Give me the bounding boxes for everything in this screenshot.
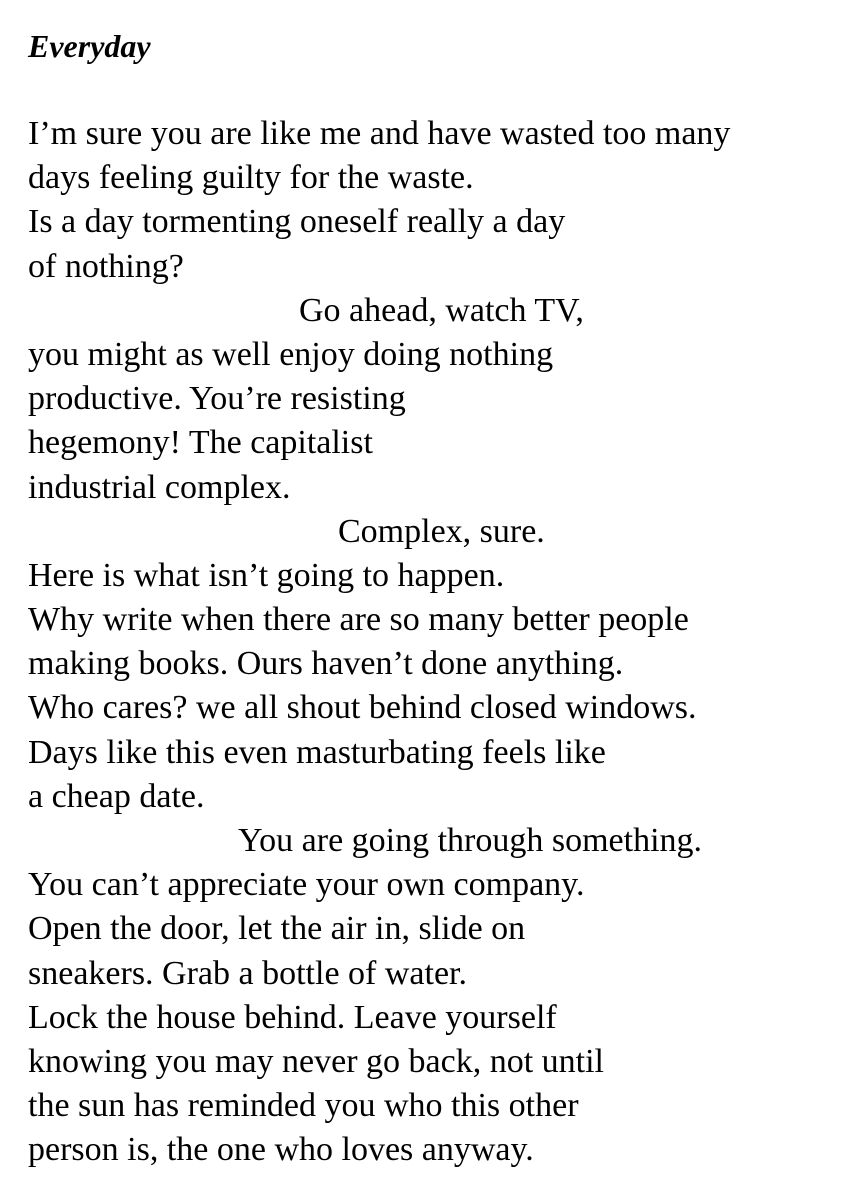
poem-line: industrial complex. (28, 468, 291, 506)
poem-line: you might as well enjoy doing nothing (28, 335, 554, 373)
poem-line: Here is what isn’t going to happen. (28, 556, 505, 594)
poem-line: Lock the house behind. Leave yourself (28, 998, 557, 1036)
poem-line: Open the door, let the air in, slide on (28, 910, 526, 948)
poem-line: You can’t appreciate your own company. (28, 866, 585, 904)
poem-line: I’m sure you are like me and have wasted too many (28, 115, 731, 152)
poem-line: You are going through something. (238, 822, 703, 859)
poem-line: days feeling guilty for the waste. (28, 159, 474, 197)
poem-line: a cheap date. (28, 777, 205, 815)
poem-page (28, 0, 844, 1204)
poem-line: hegemony! The capitalist (28, 424, 373, 462)
poem-line: of nothing? (28, 247, 184, 285)
poem-line: Who cares? we all shout behind closed windows. (28, 689, 697, 727)
poem-line: Is a day tormenting oneself really a day (28, 203, 566, 241)
poem-body (28, 112, 730, 1173)
poem-line: making books. Ours haven’t done anything. (28, 645, 624, 683)
poem-line: sneakers. Grab a bottle of water. (28, 954, 467, 992)
poem-line: Days like this even masturbating feels like (28, 733, 606, 771)
poem-line: Complex, sure. (338, 512, 545, 550)
poem-line: Go ahead, watch TV, (299, 291, 584, 329)
poem-line: knowing you may never go back, not until (28, 1042, 605, 1080)
poem-line: person is, the one who loves anyway. (28, 1131, 534, 1169)
poem-line: the sun has reminded you who this other (28, 1087, 579, 1125)
poem-line: productive. You’re resisting (28, 380, 406, 418)
poem-line: Why write when there are so many better people (28, 601, 689, 639)
poem-title: Everyday (28, 28, 151, 64)
